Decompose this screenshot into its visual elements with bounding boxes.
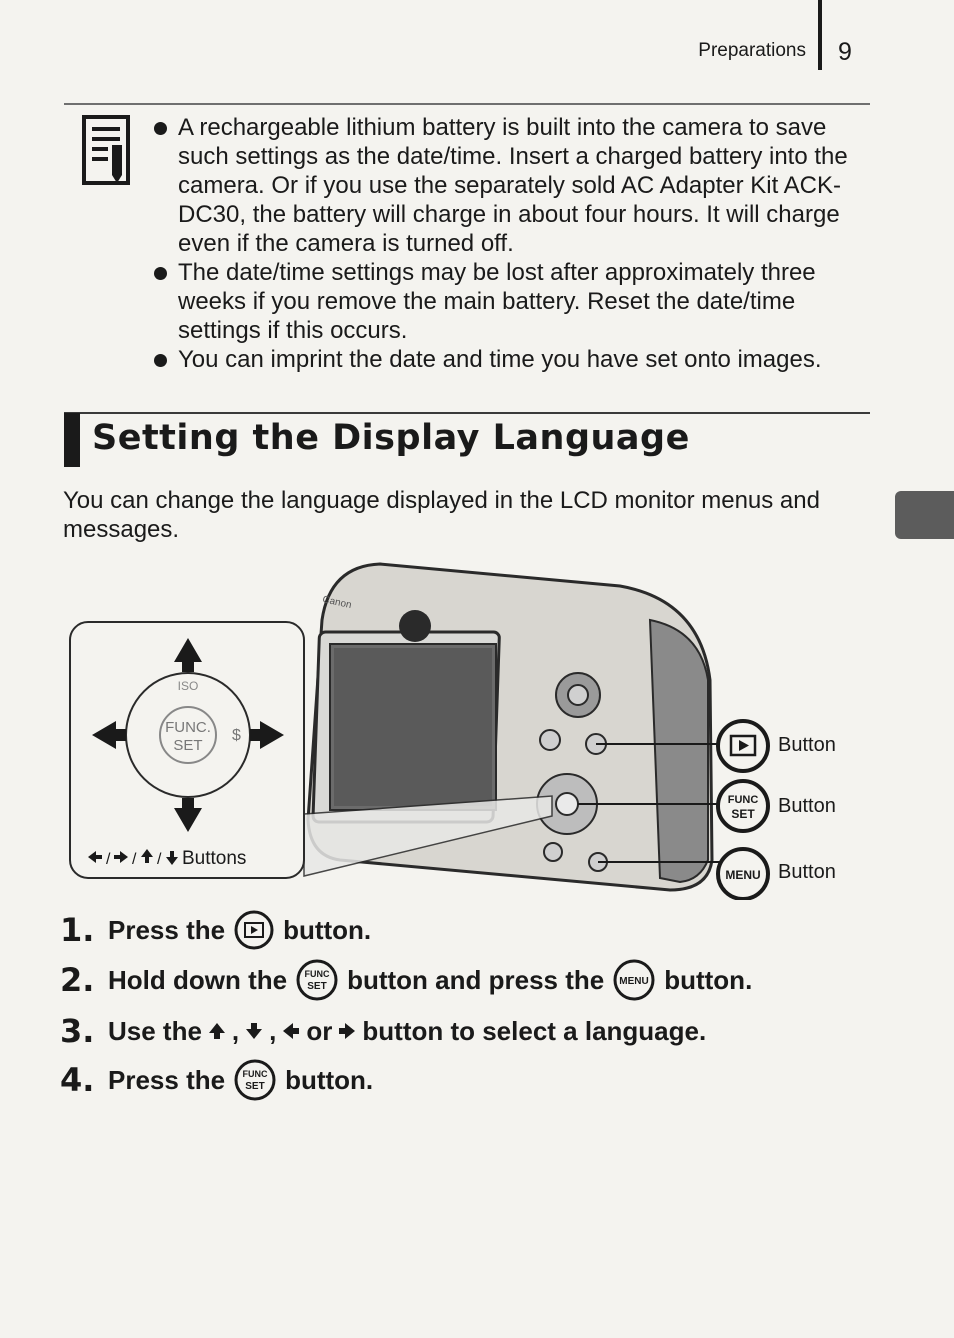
svg-text:Canon: Canon xyxy=(321,594,353,612)
note-text: You can imprint the date and time you have set onto images. xyxy=(178,346,822,373)
note-item xyxy=(152,258,872,345)
svg-text:Buttons: Buttons xyxy=(182,848,247,869)
playback-button-icon xyxy=(718,721,768,771)
memo-icon xyxy=(82,115,132,187)
step-number: 3. xyxy=(60,1012,95,1050)
func-set-button-icon xyxy=(233,1058,277,1102)
section-marker xyxy=(64,413,80,467)
note-text: The date/time settings may be lost after approximately three weeks if you remove the main battery. Reset the date/time settings if this occurs. xyxy=(178,259,816,344)
step-text: button to select a language. xyxy=(362,1015,707,1046)
step-text: button. xyxy=(664,964,753,995)
func-set-button-icon xyxy=(295,958,339,1002)
note-item xyxy=(152,113,872,258)
bullet-icon xyxy=(154,267,167,280)
svg-text:/: / xyxy=(106,851,111,868)
header-divider xyxy=(818,0,822,70)
svg-text:FUNC: FUNC xyxy=(242,1069,268,1079)
camera-illustration xyxy=(60,560,860,900)
svg-text:MENU: MENU xyxy=(619,976,649,987)
func-set-button-label: Button xyxy=(778,795,836,817)
step-number: 1. xyxy=(60,911,95,949)
step-3: 3. Use the , , or button to select a language. xyxy=(60,1012,707,1050)
step-number: 4. xyxy=(60,1061,95,1099)
step-text: button and press the xyxy=(347,964,605,995)
menu-button-label: Button xyxy=(778,861,836,883)
menu-button-icon xyxy=(718,849,768,899)
section-title: Setting the Display Language xyxy=(92,418,690,458)
notes-list xyxy=(152,113,872,374)
svg-text:SET: SET xyxy=(173,737,203,754)
svg-text:/: / xyxy=(132,851,137,868)
svg-text:/: / xyxy=(157,851,162,868)
step-text: Hold down the xyxy=(108,964,288,995)
bullet-icon xyxy=(154,354,167,367)
svg-text:FUNC.: FUNC. xyxy=(165,719,211,736)
right-arrow-icon xyxy=(336,1020,358,1042)
chapter-thumb-tab xyxy=(895,491,954,539)
step-1 xyxy=(60,908,371,952)
svg-text:MENU: MENU xyxy=(725,868,761,882)
note-text: A rechargeable lithium battery is built into the camera to save such settings as the date/time. Insert a charged battery into the camera. Or if you use the separately sold AC Adapter Kit ACK-DC30, the battery will charge in about four hours. It will charge even if the camera is turned off. xyxy=(178,114,848,257)
menu-button-icon xyxy=(612,958,656,1002)
up-arrow-icon xyxy=(206,1020,228,1042)
step-text: Use the xyxy=(108,1015,202,1046)
page-number: 9 xyxy=(838,38,852,66)
running-header: Preparations xyxy=(698,40,806,61)
step-number: 2. xyxy=(60,961,95,999)
svg-text:SET: SET xyxy=(731,807,755,821)
note-item xyxy=(152,345,872,374)
svg-text:SET: SET xyxy=(307,981,327,992)
bullet-icon xyxy=(154,122,167,135)
step-2 xyxy=(60,958,752,1002)
svg-text:SET: SET xyxy=(245,1081,265,1092)
func-set-button-icon xyxy=(718,781,768,831)
left-arrow-icon xyxy=(280,1020,302,1042)
playback-button-icon xyxy=(233,909,275,951)
down-arrow-icon xyxy=(243,1020,265,1042)
step-4 xyxy=(60,1058,373,1102)
camera-figure xyxy=(60,560,860,900)
step-text: Press the xyxy=(108,914,226,945)
playback-button-label: Button xyxy=(778,734,836,756)
svg-text:$: $ xyxy=(232,727,241,744)
svg-text:FUNC: FUNC xyxy=(304,969,330,979)
svg-text:FUNC: FUNC xyxy=(727,794,759,806)
step-text: button. xyxy=(285,1064,374,1095)
svg-text:ISO: ISO xyxy=(177,679,199,693)
step-text: button. xyxy=(283,914,372,945)
section-rule xyxy=(64,412,870,414)
step-text: Press the xyxy=(108,1064,226,1095)
step-text: or xyxy=(306,1015,333,1046)
section-intro: You can change the language displayed in the LCD monitor menus and messages. xyxy=(63,487,820,543)
top-rule xyxy=(64,103,870,105)
